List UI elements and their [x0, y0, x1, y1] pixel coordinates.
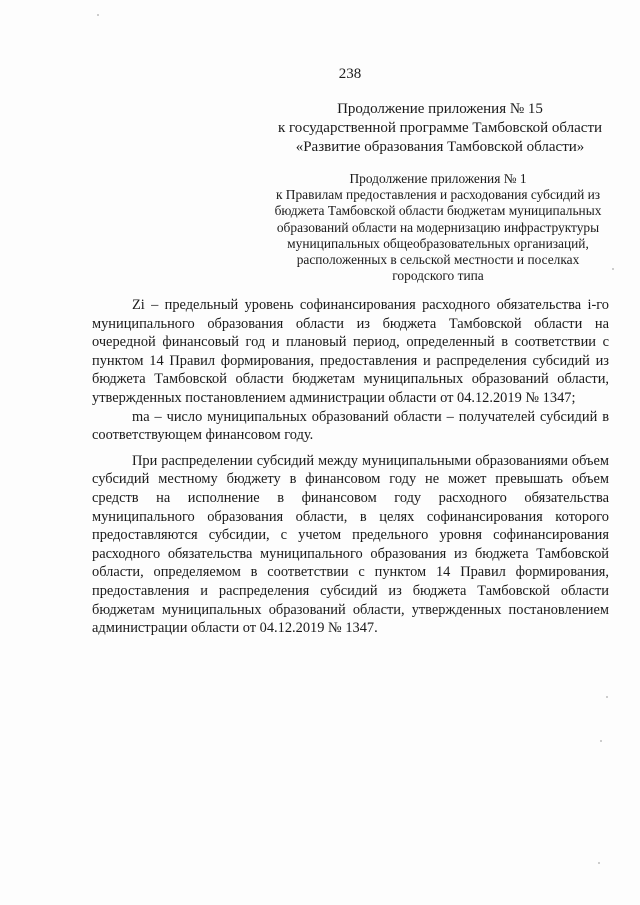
page-number: 238 — [338, 66, 362, 82]
appendix-heading-sub — [258, 171, 618, 284]
appendix-sub-line-2: к Правилам предоставления и расходования субсидий из — [275, 187, 601, 203]
scan-speck — [600, 740, 602, 742]
paragraph-distribution-rule: При распределении субсидий между муниципальными образованиями объем субсидий местному бюджету в финансовом году не может превышать объем средств на исполнение в финансовом году расходного обязательства муниципального образования области, в целях софинансирования которого предоставляются субсидии, с учетом предельного уровня софинансирования расходного обязательства муниципального образования из бюджета Тамбовской области, определяемом в соответствии с пунктом 14 Правил формирования, предоставления и распределения субсидий из бюджета Тамбовской области бюджетам муниципальных образований области, утвержденных постановлением администрации области от 04.12.2019 № 1347. — [92, 452, 609, 637]
appendix-sub-line-4: образований области на модернизацию инфраструктуры — [276, 219, 600, 235]
scan-speck — [606, 696, 608, 698]
appendix-sub-line-1: Продолжение приложения № 1 — [349, 171, 527, 186]
appendix-main-line-2: к государственной программе Тамбовской области — [277, 120, 603, 136]
scan-speck — [97, 14, 99, 16]
appendix-sub-line-6: расположенных в сельской местности и поселках — [296, 252, 580, 268]
appendix-sub-line-5: муниципальных общеобразовательных организаций, — [287, 235, 589, 251]
appendix-sub-line-7: городского типа — [392, 268, 484, 284]
appendix-main-line-3: «Развитие образования Тамбовской области» — [295, 139, 585, 155]
scan-speck — [612, 268, 614, 270]
appendix-main-line-1: Продолжение приложения № 15 — [337, 101, 543, 117]
scan-speck — [598, 862, 600, 864]
body-text — [92, 296, 609, 638]
appendix-sub-line-3: бюджета Тамбовской области бюджетам муниципальных — [274, 203, 602, 219]
appendix-heading-main — [270, 100, 610, 157]
paragraph-zi-definition: Zi – предельный уровень софинансирования расходного обязательства i-го муниципального образования области из бюджета Тамбовской области на очередной финансовый год и плановый период, определенный в соответствии с пунктом 14 Правил формирования, предоставления и распределения субсидий из бюджета Тамбовской области бюджетам муниципальных образований области, утвержденных постановлением администрации области от 04.12.2019 № 1347; — [92, 297, 609, 406]
paragraph-ma-definition: ma – число муниципальных образований области – получателей субсидий в соответствующем финансовом году. — [92, 408, 609, 444]
